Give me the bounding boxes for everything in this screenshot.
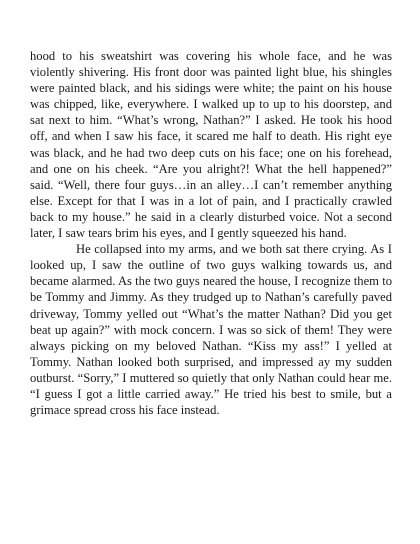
paragraph-2: He collapsed into my arms, and we both sat there crying. As I looked up, I saw the outline of two guys walking towards us, and became alarmed. As the two guys neared the house, I recognize them to be Tommy and Jimmy. As they trudged up to Nathan’s carefully paved driveway, Tommy yelled out “What’s the matter Nathan? Did you get beat up again?” with mock concern. I was so sick of them! They were always picking on my beloved Nathan. “Kiss my ass!” I yelled at Tommy. Nathan looked both surprised, and impressed ay my sudden outburst. “Sorry,” I muttered so quietly that only Nathan could hear me. “I guess I got a little carried away.” He tried his best to smile, but a grimace spread cross his face instead.: [30, 242, 392, 418]
document-page: [30, 48, 392, 418]
paragraph-1: hood to his sweatshirt was covering his whole face, and he was violently shivering. His front door was painted light blue, his shingles were painted black, and his sidings were white; the paint on his house was chipped, like, everywhere. I walked up to up to his doorstep, and sat next to him. “What’s wrong, Nathan?” I asked. He took his hood off, and when I saw his face, it scared me half to death. His right eye was black, and he had two deep cuts on his face; one on his forehead, and one on his cheek. “Are you alright?! What the hell happened?” said. “Well, there four guys…in an alley…I can’t remember anything else. Except for that I was in a lot of pain, and I practically crawled back to my house.” he said in a clearly disturbed voice. Not a second later, I saw tears brim his eyes, and I gently squeezed his hand.: [30, 49, 392, 241]
